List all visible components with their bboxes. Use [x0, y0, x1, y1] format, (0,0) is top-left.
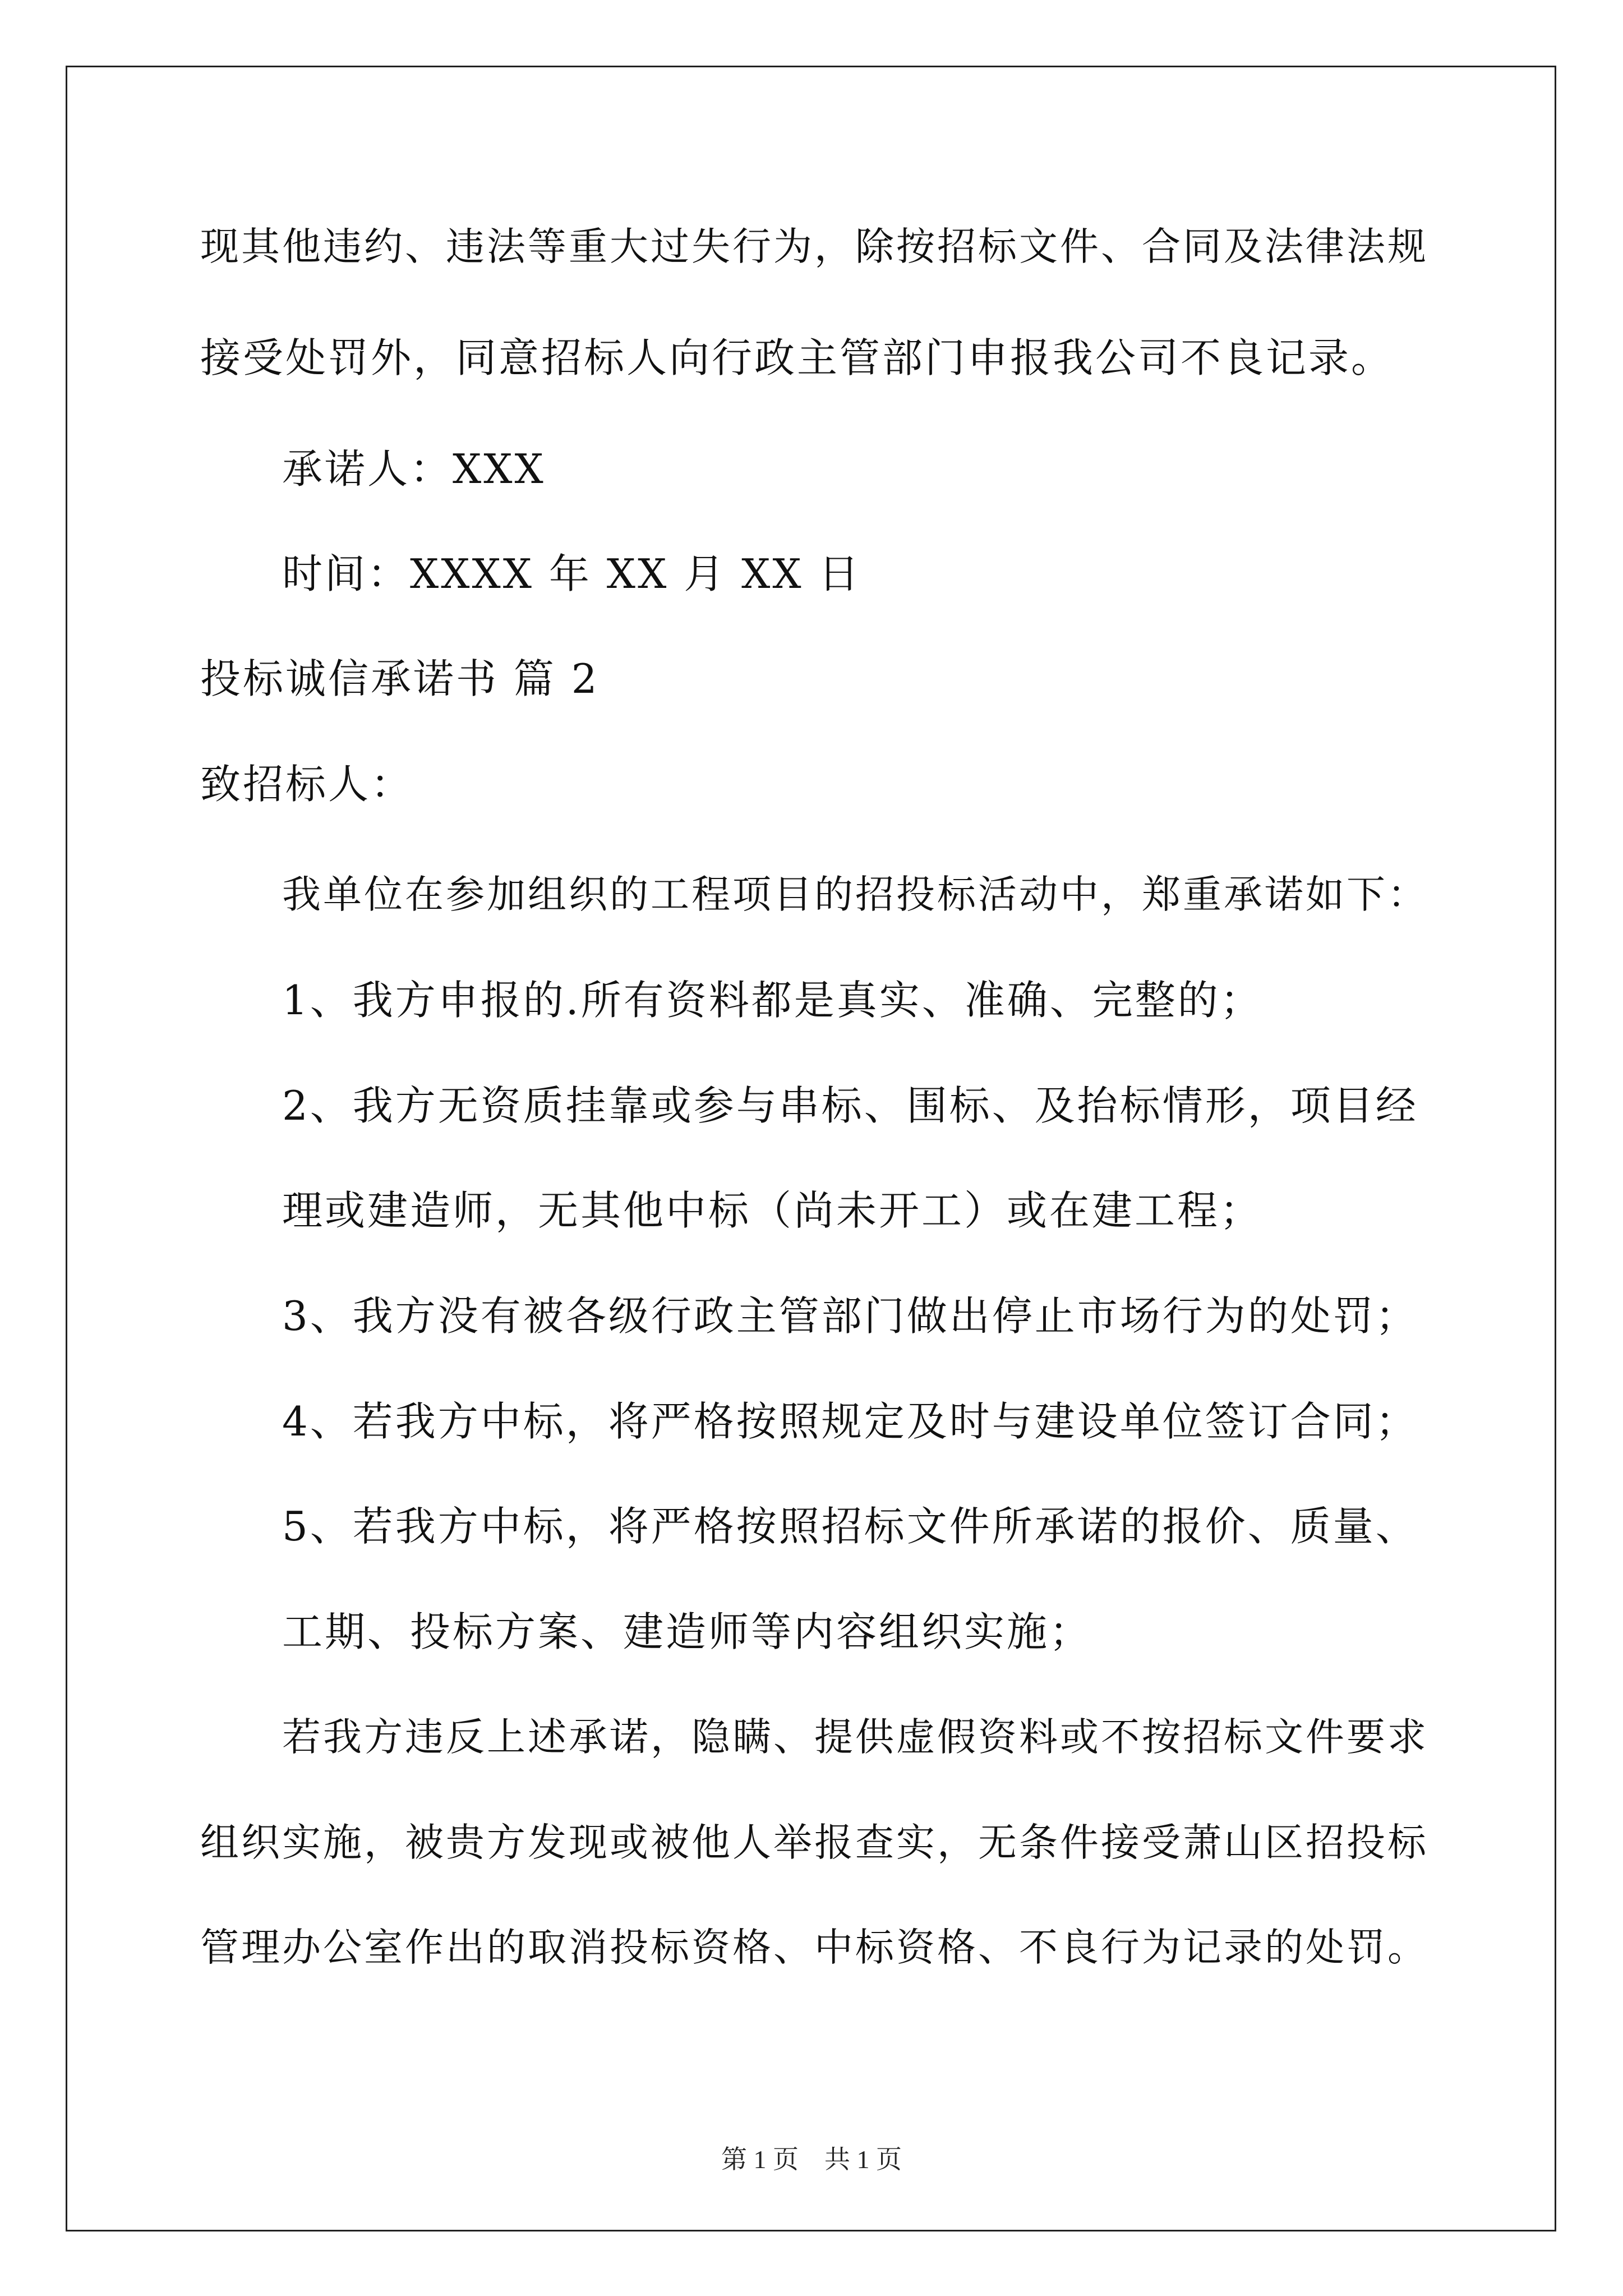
- commitment-item-1: 1、我方申报的.所有资料都是真实、准确、完整的；: [282, 977, 1263, 1024]
- body-line-1: 现其他违约、违法等重大过失行为，除按招标文件、合同及法律法规: [200, 224, 1428, 269]
- penalty-line-2: 组织实施，被贵方发现或被他人举报查实，无条件接受萧山区招投标: [200, 1820, 1428, 1865]
- commitment-item-5: 5、若我方中标，将严格按照招标文件所承诺的报价、质量、: [282, 1503, 1418, 1550]
- signatory-line: 承诺人：XXX: [282, 445, 546, 493]
- commitment-item-2: 2、我方无资质挂靠或参与串标、围标、及抬标情形，项目经: [282, 1082, 1418, 1129]
- commitment-item-4: 4、若我方中标，将严格按照规定及时与建设单位签订合同；: [282, 1398, 1418, 1445]
- penalty-line-1: 若我方违反上述承诺，隐瞒、提供虚假资料或不按招标文件要求: [282, 1715, 1428, 1760]
- intro-line: 我单位在参加组织的工程项目的招投标活动中，郑重承诺如下：: [282, 872, 1428, 917]
- commitment-item-2-cont: 理或建造师，无其他中标（尚未开工）或在建工程；: [282, 1187, 1263, 1234]
- date-line: 时间：XXXX 年 XX 月 XX 日: [282, 550, 861, 597]
- page-border: [66, 66, 1556, 2231]
- penalty-line-3: 管理办公室作出的取消投标资格、中标资格、不良行为记录的处罚。: [200, 1925, 1428, 1970]
- commitment-item-3: 3、我方没有被各级行政主管部门做出停止市场行为的处罚；: [282, 1292, 1418, 1340]
- page-number-footer: 第 1 页 共 1 页: [721, 2145, 902, 2174]
- body-line-2: 接受处罚外，同意招标人向行政主管部门申报我公司不良记录。: [200, 334, 1394, 381]
- commitment-item-5-cont: 工期、投标方案、建造师等内容组织实施；: [282, 1608, 1092, 1655]
- section-heading: 投标诚信承诺书 篇 2: [200, 655, 600, 702]
- salutation: 致招标人：: [200, 761, 414, 808]
